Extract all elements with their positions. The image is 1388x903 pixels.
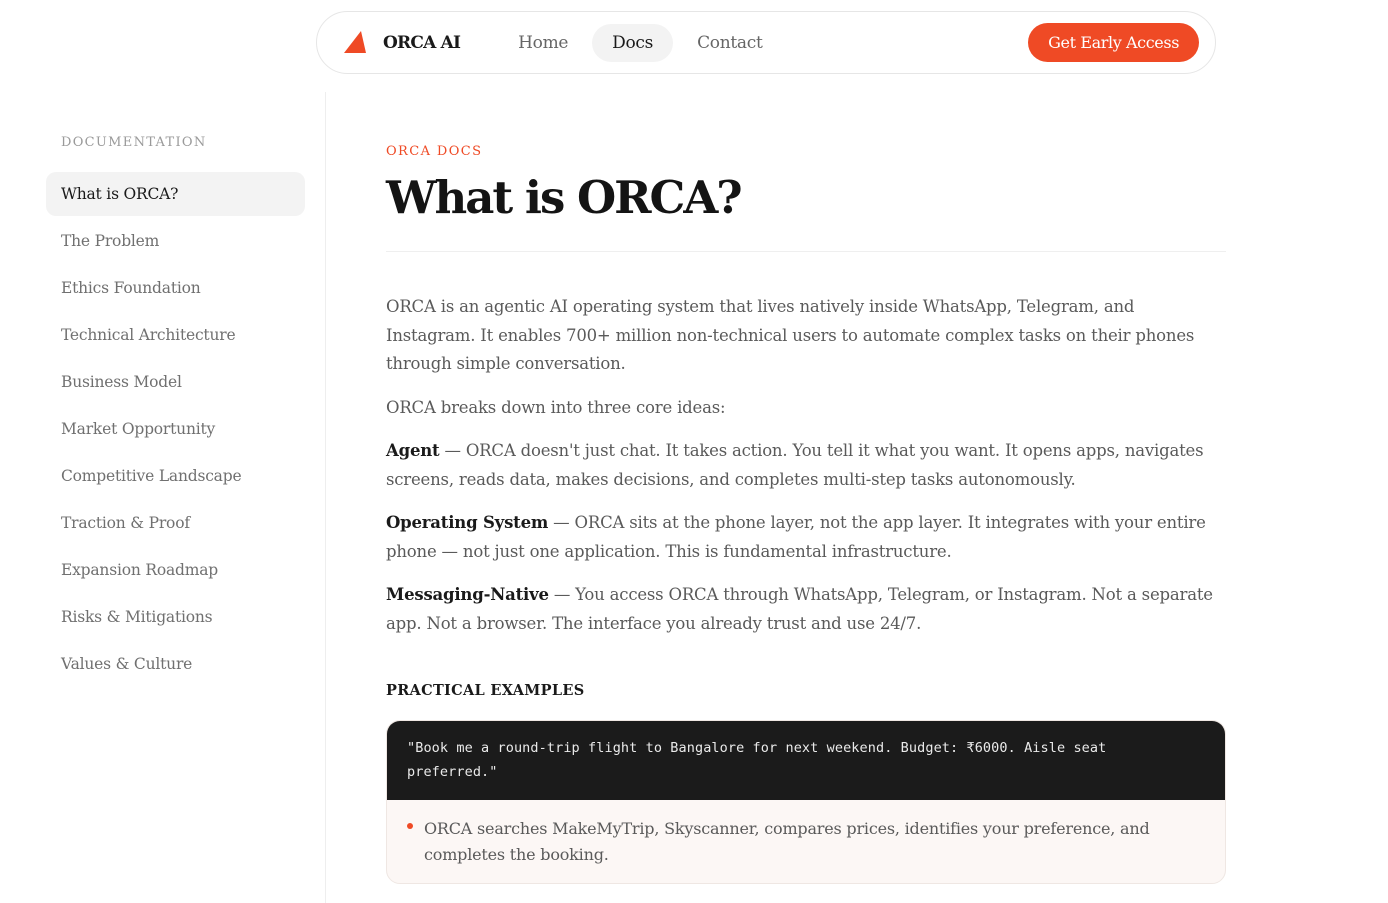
idea-text: — ORCA sits at the phone layer, not the app layer. It integrates with your entire phone — not just one application. This is fundamental infrastructure. — [386, 513, 1206, 561]
orca-fin-icon — [343, 30, 369, 56]
breakdown-paragraph: ORCA breaks down into three core ideas: — [386, 397, 726, 417]
example-result — [387, 800, 1225, 883]
example-result-text: ORCA searches MakeMyTrip, Skyscanner, compares prices, identifies your preference, and completes the booking. — [424, 819, 1150, 864]
sidebar-item-business-model[interactable]: Business Model — [61, 373, 182, 391]
sidebar-item-what-is-orca[interactable]: What is ORCA? — [46, 172, 305, 216]
sidebar-item-the-problem[interactable]: The Problem — [61, 232, 160, 250]
sidebar-heading: DOCUMENTATION — [61, 135, 207, 150]
idea-paragraph-operating-system — [386, 509, 1226, 566]
article-body — [386, 293, 1226, 638]
title-divider — [386, 251, 1226, 252]
sidebar-item-technical-architecture[interactable]: Technical Architecture — [61, 326, 236, 344]
idea-term: Agent — [386, 441, 440, 460]
idea-paragraph-agent — [386, 437, 1226, 494]
sidebar-item-traction-proof[interactable]: Traction & Proof — [61, 514, 190, 532]
nav-link-contact[interactable]: Contact — [697, 32, 763, 53]
brand-name: ORCA AI — [383, 32, 461, 53]
sidebar-item-expansion-roadmap[interactable]: Expansion Roadmap — [61, 561, 218, 579]
idea-text: — You access ORCA through WhatsApp, Telegram, or Instagram. Not a separate app. Not a browser. The interface you already trust and use 24/7. — [386, 585, 1213, 633]
idea-text: — ORCA doesn't just chat. It takes action. You tell it what you want. It opens apps, navigates screens, reads data, makes decisions, and completes multi-step tasks autonomously. — [386, 441, 1204, 489]
nav-link-home[interactable]: Home — [518, 32, 569, 53]
idea-term: Operating System — [386, 513, 549, 532]
practical-examples-heading: PRACTICAL EXAMPLES — [386, 682, 585, 699]
sidebar-nav-list — [46, 172, 305, 689]
idea-paragraph-messaging-native — [386, 581, 1226, 638]
sidebar-item-risks-mitigations[interactable]: Risks & Mitigations — [61, 608, 213, 626]
idea-term: Messaging-Native — [386, 585, 549, 604]
bullet-dot-icon — [407, 823, 413, 829]
sidebar-item-market-opportunity[interactable]: Market Opportunity — [61, 420, 216, 438]
top-navigation — [316, 11, 1216, 74]
intro-paragraph: ORCA is an agentic AI operating system that lives natively inside WhatsApp, Telegram, and Instagram. It enables 700+ million non-technical users to automate complex tasks on their phones through simple conversation. — [386, 297, 1195, 373]
sidebar-item-ethics-foundation[interactable]: Ethics Foundation — [61, 279, 201, 297]
section-eyebrow: ORCA DOCS — [386, 144, 483, 159]
docs-sidebar — [0, 92, 326, 903]
sidebar-item-competitive-landscape[interactable]: Competitive Landscape — [61, 467, 242, 485]
brand-logo-link[interactable] — [343, 30, 460, 56]
page-title: What is ORCA? — [386, 171, 741, 224]
nav-link-docs[interactable]: Docs — [592, 24, 673, 62]
doc-article — [386, 92, 1226, 884]
get-early-access-button[interactable]: Get Early Access — [1028, 23, 1199, 62]
nav-links — [498, 24, 782, 62]
example-card — [386, 720, 1226, 884]
example-prompt-code: "Book me a round-trip flight to Bangalore for next weekend. Budget: ₹6000. Aisle seat preferred." — [387, 721, 1225, 800]
sidebar-item-values-culture[interactable]: Values & Culture — [61, 655, 193, 673]
